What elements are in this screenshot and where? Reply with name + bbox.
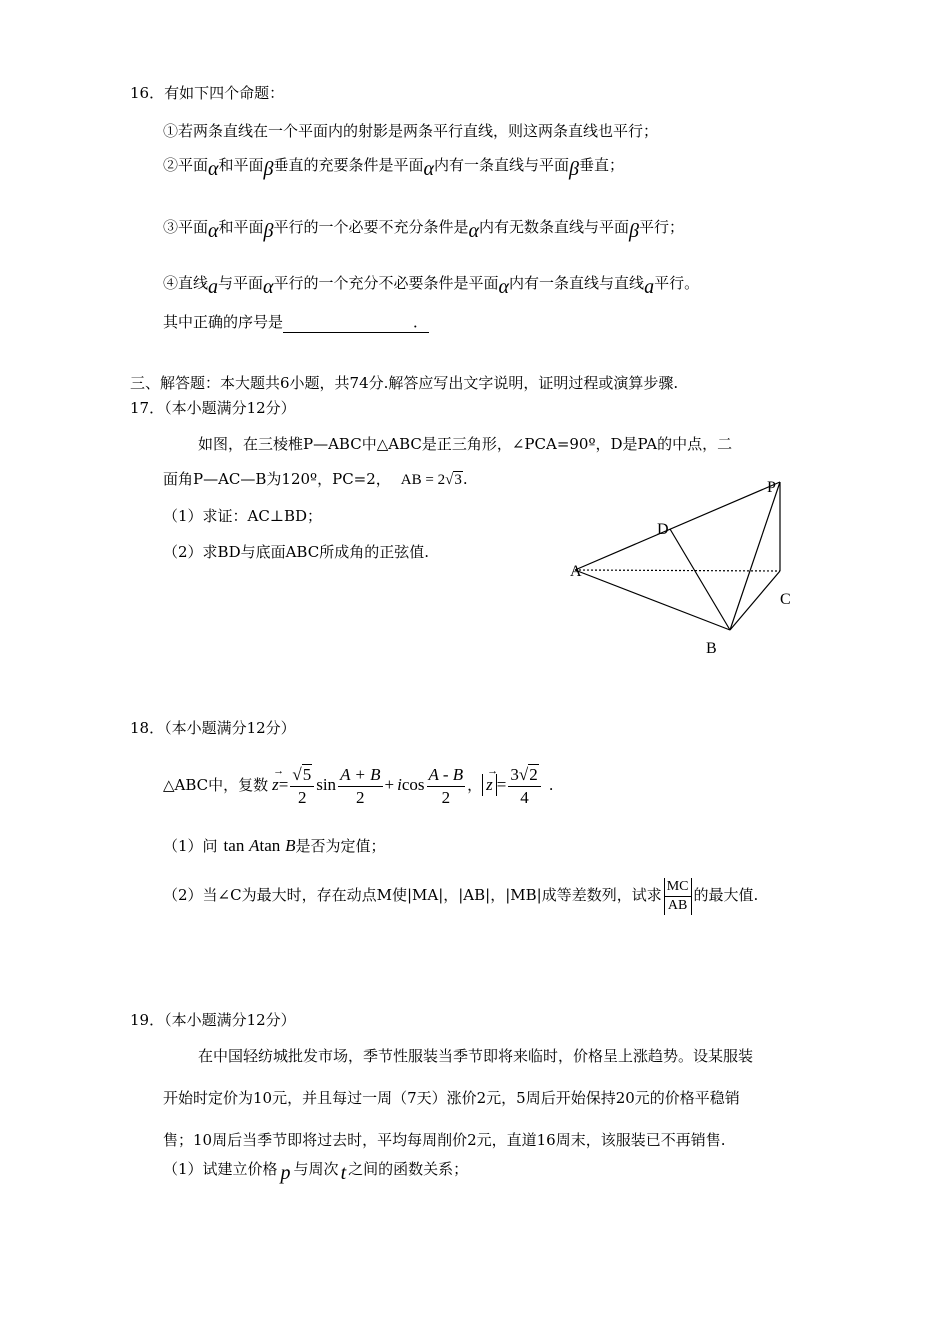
modulus-z: → z [482, 774, 497, 796]
edge-db [670, 529, 730, 630]
fraction-a-minus-b: $\frac{A - B}{2}$ [428, 764, 464, 807]
edge-ac-hidden [575, 570, 780, 571]
z-vector: → z [272, 760, 279, 810]
q16-proposition-1: ①若两条直线在一个平面内的射影是两条平行直线，则这两条直线也平行； [163, 122, 659, 140]
fraction-mc-over-ab: $\frac{MC}{AB}$ [664, 878, 692, 915]
q16-proposition-3: ③平面α和平面β平行的一个必要不充分条件是α内有无数条直线与平面β平行； [163, 218, 685, 242]
line-a-symbol: a [208, 276, 219, 298]
label-p: P [767, 479, 776, 496]
q18-formula-line: △ABC中，复数→ z= $\frac{√5}{2}$ sin $\frac{A + B}{2}$ + icos $\frac{A - B}{2}$ ，→ z = $\frac{3√2}{4}$ . [163, 760, 553, 810]
edge-bp [730, 482, 780, 630]
q16-answer-line: 其中正确的序号是 ． [163, 313, 429, 331]
fraction-3sqrt2-over-4: $\frac{3√2}{4}$ [508, 764, 540, 809]
label-a: A [570, 563, 582, 580]
q19-subquestion-1: （1）试建立价格 p 与周次 t 之间的函数关系； [163, 1160, 469, 1184]
q16-proposition-4: ④直线a与平面α平行的一个充分不必要条件是平面α内有一条直线与直线a平行。 [163, 274, 700, 298]
q16-heading: 16．有如下四个命题： [130, 84, 285, 102]
edge-ap [575, 482, 780, 570]
alpha-symbol: α [498, 276, 510, 298]
line-a-symbol: a [644, 276, 655, 298]
label-b: B [706, 640, 717, 657]
q19-heading: 19．（本小题满分12分） [130, 1011, 296, 1029]
q17-subquestion-2: （2）求BD与底面ABC所成角的正弦值. [163, 543, 429, 561]
q19-text-3: 售；10周后当季节即将过去时，平均每周削价2元，直道16周末，该服装已不再销售. [163, 1131, 726, 1149]
q19-text-1: 在中国轻纺城批发市场，季节性服装当季节即将来临时，价格呈上涨趋势。设某服装 [198, 1047, 754, 1065]
fraction-a-plus-b: $\frac{A + B}{2}$ [340, 764, 381, 807]
q18-heading: 18．（本小题满分12分） [130, 719, 296, 737]
q17-text-1: 如图，在三棱椎P—ABC中△ABC是正三角形，∠PCA=90º，D是PA的中点，二 [198, 435, 733, 453]
edge-ab [575, 570, 730, 630]
fraction-sqrt5-over-2: $\frac{√5}{2}$ [290, 764, 314, 809]
q16-proposition-2: ②平面α和平面β垂直的充要条件是平面α内有一条直线与平面β垂直； [163, 156, 625, 180]
beta-symbol: β [263, 158, 274, 180]
alpha-symbol: α [208, 220, 219, 242]
tetrahedron-figure [560, 470, 820, 670]
label-c: C [780, 591, 791, 608]
section-3-heading: 三、解答题：本大题共6小题，共74分.解答应写出文字说明，证明过程或演算步骤. [130, 374, 679, 392]
beta-symbol: β [569, 158, 579, 180]
q18-subquestion-2: （2）当∠C为最大时，存在动点M使|MA|，|AB|，|MB|成等差数列，试求 $\frac{MC}{AB}$ 的最大值. [163, 878, 759, 913]
q18-subquestion-1: （1）问 tan Atan B是否为定值； [163, 836, 386, 855]
answer-blank[interactable] [283, 316, 413, 333]
alpha-symbol: α [468, 220, 480, 242]
q17-heading: 17．（本小题满分12分） [130, 399, 296, 417]
edge-bc [730, 571, 780, 630]
q17-text-2: 面角P—AC—B为120º，PC=2， AB = 2√3. [163, 470, 468, 488]
q19-text-2: 开始时定价为10元，并且每过一周（7天）涨价2元，5周后开始保持20元的价格平稳销 [163, 1089, 740, 1107]
alpha-symbol: α [423, 158, 435, 180]
label-d: D [657, 521, 669, 538]
q17-subquestion-1: （1）求证：AC⊥BD； [163, 507, 323, 525]
alpha-symbol: α [208, 158, 219, 180]
beta-symbol: β [263, 220, 274, 242]
beta-symbol: β [629, 220, 639, 242]
alpha-symbol: α [263, 276, 274, 298]
